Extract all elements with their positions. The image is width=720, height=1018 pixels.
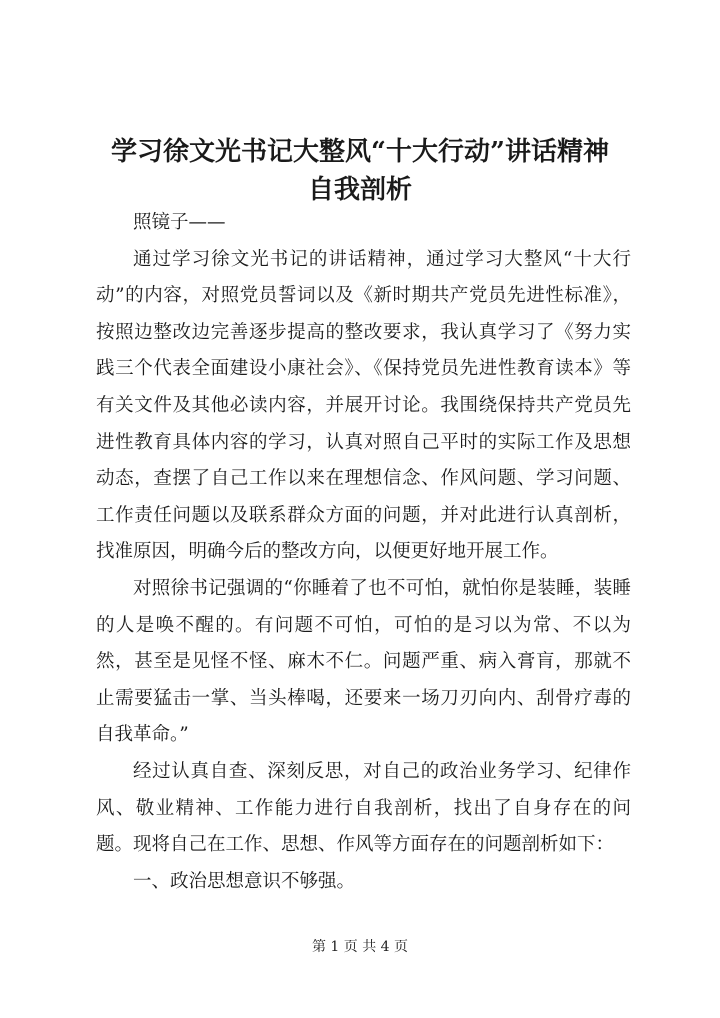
page-footer: 第 1 页 共 4 页 bbox=[311, 939, 409, 955]
paragraph-intro: 照镜子—— bbox=[133, 212, 226, 233]
document-title-line-2: 自我剖析 bbox=[307, 175, 412, 205]
document-body bbox=[96, 205, 631, 900]
paragraph-reflection: 经过认真自查、深刻反思，对自己的政治业务学习、纪律作风、敬业精神、工作能力进行自我剖析，找出了自身存在的问题。现将自己在工作、思想、作风等方面存在的问题剖析如下： bbox=[96, 760, 631, 856]
paragraph-section-heading: 一、政治思想意识不够强。 bbox=[133, 870, 356, 892]
document-title-line-1: 学习徐文光书记大整风“十大行动”讲话精神 bbox=[111, 137, 609, 167]
paragraph-quote: 对照徐书记强调的“你睡着了也不可怕，就怕你是装睡，装睡的人是唤不醒的。有问题不可怕，可怕的是习以为常、不以为然，甚至是见怪不怪、麻木不仁。问题严重、病入膏肓，那就不止需要猛击一掌、当头棒喝，还要来一场刀刃向内、刮骨疗毒的自我革命。” bbox=[96, 577, 631, 746]
paragraph-study: 通过学习徐文光书记的讲话精神，通过学习大整风“十大行动”的内容，对照党员誓词以及《新时期共产党员先进性标准》，按照边整改边完善逐步提高的整改要求，我认真学习了《努力实践三个代表全面建设小康社会》、《保持党员先进性教育读本》等有关文件及其他必读内容，并展开讨论。我围绕保持共产党员先进性教育具体内容的学习，认真对照自己平时的实际工作及思想动态，查摆了自己工作以来在理想信念、作风问题、学习问题、工作责任问题以及联系群众方面的问题，并对此进行认真剖析，找准原因，明确今后的整改方向，以便更好地开展工作。 bbox=[96, 248, 631, 563]
